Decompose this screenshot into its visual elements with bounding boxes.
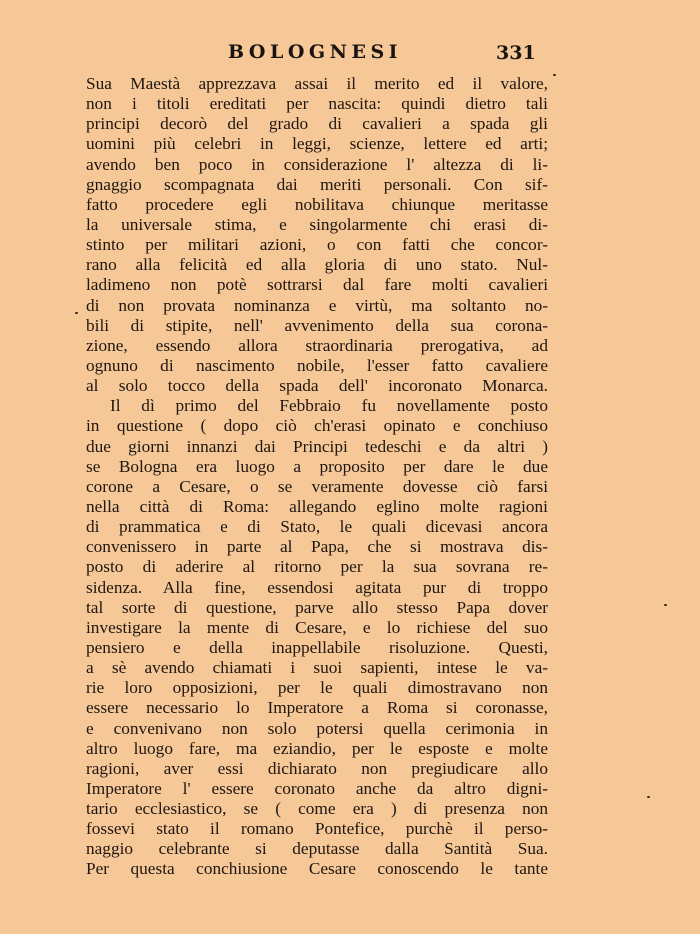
text-line: di prammatica e di Stato, le quali dicevasi ancora	[86, 517, 548, 537]
text-line: bili di stipite, nell' avvenimento della sua corona-	[86, 315, 548, 335]
text-line: rano alla felicità ed alla gloria di uno stato. Nul-	[86, 255, 548, 275]
paper-speck	[664, 604, 667, 606]
text-line: nella città di Roma: allegando eglino molte ragioni	[86, 496, 548, 516]
text-line: gnaggio scompagnata dai meriti personali. Con sif-	[86, 174, 548, 194]
text-line: in questione ( dopo ciò ch'erasi opinato e conchiuso	[86, 416, 548, 436]
text-line: stinto per militari azioni, o con fatti che concor-	[86, 235, 548, 255]
text-line: pensiero e della inappellabile risoluzione. Questi,	[86, 637, 548, 657]
text-line: naggio celebrante si deputasse dalla Santità Sua.	[86, 839, 548, 859]
text-line: se Bologna era luogo a proposito per dare le due	[86, 456, 548, 476]
text-line: non i titoli ereditati per nascita: quindi dietro tali	[86, 94, 548, 114]
text-line: ladimeno non potè sottrarsi dal fare molti cavalieri	[86, 275, 548, 295]
text-line: rie loro opposizioni, per le quali dimostravano non	[86, 678, 548, 698]
text-line: Per questa conchiusione Cesare conoscendo le tante	[86, 859, 548, 879]
text-line: ognuno di nascimento nobile, l'esser fatto cavaliere	[86, 355, 548, 375]
text-line: altro luogo fare, ma eziandio, per le esposte e molte	[86, 738, 548, 758]
text-line: zione, essendo allora straordinaria prerogativa, ad	[86, 335, 548, 355]
text-line: la universale stima, e singolarmente chi erasi di-	[86, 214, 548, 234]
text-line: al solo tocco della spada dell' incoronato Monarca.	[86, 376, 548, 396]
text-line: tal sorte di questione, parve allo stesso Papa dover	[86, 597, 548, 617]
paper-speck	[647, 796, 650, 798]
text-line: tario ecclesiastico, se ( come era ) di presenza non	[86, 799, 548, 819]
text-line: investigare la mente di Cesare, e lo richiese del suo	[86, 617, 548, 637]
text-line: e convenivano non solo potersi quella cerimonia in	[86, 718, 548, 738]
text-line: sidenza. Alla fine, essendosi agitata pur di troppo	[86, 577, 548, 597]
text-line: fatto procedere egli nobilitava chiunque meritasse	[86, 194, 548, 214]
text-line: di non provata nominanza e virtù, ma soltanto no-	[86, 295, 548, 315]
text-line: avendo ben poco in considerazione l' altezza di li-	[86, 154, 548, 174]
text-line: corone a Cesare, o se veramente dovesse ciò farsi	[86, 476, 548, 496]
text-line: fossevi stato il romano Pontefice, purchè il perso-	[86, 819, 548, 839]
text-line: Imperatore l' essere coronato anche da altro digni-	[86, 778, 548, 798]
page-number: 331	[496, 42, 536, 64]
running-header-title: BOLOGNESI	[228, 41, 403, 63]
paper-speck	[553, 74, 556, 76]
text-line: ragioni, aver essi dichiarato non pregiudicare allo	[86, 758, 548, 778]
text-line: essere necessario lo Imperatore a Roma si coronasse,	[86, 698, 548, 718]
text-line: Sua Maestà apprezzava assai il merito ed il valore,	[86, 74, 548, 93]
text-line: convenissero in parte al Papa, che si mostrava dis-	[86, 537, 548, 557]
text-line: a sè avendo chiamati i suoi sapienti, intese le va-	[86, 658, 548, 678]
text-line: uomini più celebri in leggi, scienze, lettere ed arti;	[86, 134, 548, 154]
paragraph-first-line: Il dì primo del Febbraio fu novellamente posto	[110, 396, 548, 416]
text-line: due giorni innanzi dai Principi tedeschi e da altri )	[86, 436, 548, 456]
body-text	[86, 74, 548, 880]
paper-speck	[75, 312, 78, 314]
text-line: principi decorò del grado di cavalieri a spada gli	[86, 114, 548, 134]
text-line: posto di aderire al ritorno per la sua sovrana re-	[86, 557, 548, 577]
